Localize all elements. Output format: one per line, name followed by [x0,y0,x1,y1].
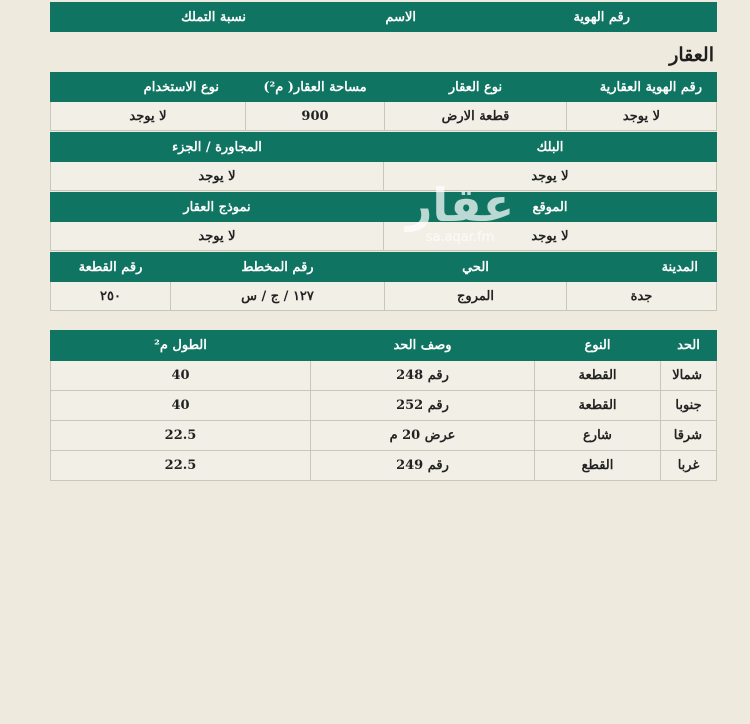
table-row [51,361,717,391]
boundary-desc: عرض 20 م [311,421,535,451]
boundary-type: القطعة [535,391,661,421]
boundary-desc-header: وصف الحد [311,331,535,361]
plot-number-header: رقم القطعة [51,253,171,282]
district-header: الحي [385,253,567,282]
neighborhood-part-header: المجاورة / الجزء [51,133,384,162]
property-table-2 [50,132,717,191]
city-header: المدينة [567,253,717,282]
block-header: البلك [384,133,717,162]
owner-id-header: رقم الهوية [495,3,717,32]
owner-table [50,2,717,32]
property-table-3 [50,192,717,251]
property-id-header: رقم الهوية العقارية [567,73,717,102]
property-table-1 [50,72,717,131]
boundary-desc: رقم 252 [311,391,535,421]
owner-share-header: نسبة التملك [51,3,273,32]
property-table-4 [50,252,717,311]
property-model-value: لا يوجد [51,222,384,251]
boundary-length: 40 [51,361,311,391]
watermark-logo: عقار [405,178,515,232]
location-header: الموقع [384,193,717,222]
boundary-type: القطع [535,451,661,481]
property-usage-value: لا يوجد [51,102,246,131]
boundary-side: جنوبا [661,391,717,421]
location-value: لا يوجد [384,222,717,251]
boundary-type-header: النوع [535,331,661,361]
city-value: جدة [567,282,717,311]
boundary-side-header: الحد [661,331,717,361]
neighborhood-part-value: لا يوجد [51,162,384,191]
property-usage-header: نوع الاستخدام [51,73,246,102]
plot-number-value: ٢٥٠ [51,282,171,311]
property-model-header: نموذج العقار [51,193,384,222]
boundary-side: شرقا [661,421,717,451]
boundary-length: 22.5 [51,451,311,481]
table-row [51,451,717,481]
property-type-value: قطعة الارض [385,102,567,131]
boundary-length: 22.5 [51,421,311,451]
boundary-desc: رقم 248 [311,361,535,391]
plan-number-value: ١٢٧ / ج / س [171,282,385,311]
table-row [51,421,717,451]
watermark-url: sa.aqar.fm [425,230,495,245]
boundaries-table [50,330,717,481]
section-title: العقار [669,44,714,66]
table-row [51,391,717,421]
property-area-value: 900 [246,102,385,131]
property-id-value: لا يوجد [567,102,717,131]
boundary-length-header: الطول م² [51,331,311,361]
boundary-type: القطعة [535,361,661,391]
district-value: المروج [385,282,567,311]
boundary-type: شارع [535,421,661,451]
block-value: لا يوجد [384,162,717,191]
plan-number-header: رقم المخطط [171,253,385,282]
boundary-desc: رقم 249 [311,451,535,481]
property-area-header: مساحة العقار( م²) [246,73,385,102]
boundary-length: 40 [51,391,311,421]
boundary-side: شمالا [661,361,717,391]
owner-name-header: الاسم [273,3,495,32]
boundary-side: غربا [661,451,717,481]
property-type-header: نوع العقار [385,73,567,102]
